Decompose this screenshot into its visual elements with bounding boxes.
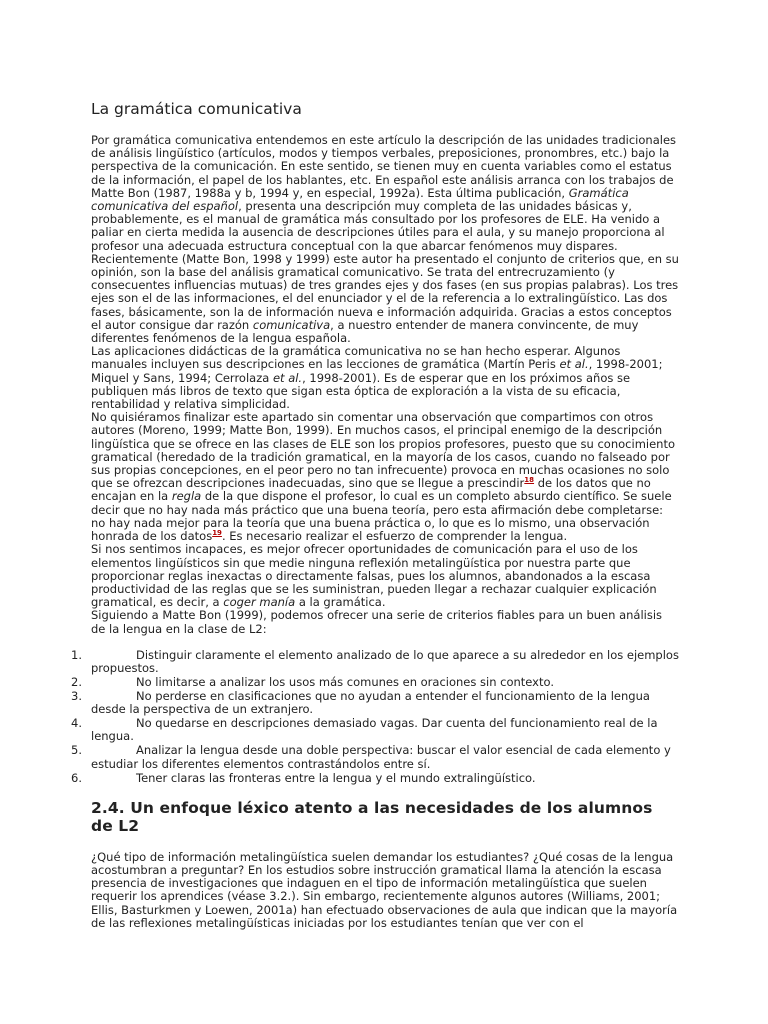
document-page [71, 100, 679, 930]
list-item: 5. Analizar la lengua desde una doble perspectiva: buscar el valor esencial de cada elemento y estudiar los diferentes elementos contrastándolos entre sí. [71, 743, 671, 771]
page-title: La gramática comunicativa [91, 100, 302, 118]
list-item: 6. Tener claras las fronteras entre la lengua y el mundo extralingüístico. [71, 770, 536, 785]
list-item: 4. No quedarse en descripciones demasiado vagas. Dar cuenta del funcionamiento real de la lengua. [71, 716, 658, 744]
paragraph: No quisiéramos finalizar este apartado sin comentar una observación que compartimos con otros autores (Moreno, 1999; Matte Bon, 1999). En muchos casos, el principal enemigo de la descripción lingüística que se ofrece en las clases de ELE son los propios profesores, puesto que su conocimiento gramatical (heredado de la tradición gramatical, en la mayoría de los casos, cuando no falseado por sus propias concepciones, en el peor pero no tan infrecuente) provoca en muchas ocasiones no solo que se ofrezcan descripciones inadecuadas, sino que se llegue a prescindir$^{18}$ de los datos que no encajan en la regla de la que dispone el profesor, lo cual es un completo absurdo científico. Se suele decir que no hay nada más práctico que una buena teoría, pero esta afirmación debe completarse: no hay nada mejor para la teoría que una buena práctica o, lo que es lo mismo, una observación honrada de los datos$^{19}$. Es necesario realizar el esfuerzo de comprender la lengua. [91, 410, 675, 544]
list-item: 3. No perderse en clasificaciones que no ayudan a entender el funcionamiento de la lengua desde la perspectiva de un extranjero. [71, 688, 650, 717]
list-item: 2. No limitarse a analizar los usos más comunes en oraciones sin contexto. [71, 674, 554, 689]
footnote-link[interactable]: 18 [524, 476, 535, 485]
paragraph: Las aplicaciones didácticas de la gramática comunicativa no se han hecho esperar. Algunos manuales incluyen sus descripciones en las lecciones de gramática (Martín Peris et al., 1998-2001; Miquel y Sans, 1994; Cerrolaza et al., 1998-2001). Es de esperar que en los próximos años se publiquen más libros de texto que sigan esta óptica de exploración a la vista de su eficacia, rentabilidad y relativa simplicidad. [91, 344, 663, 412]
paragraph: Si nos sentimos incapaces, es mejor ofrecer oportunidades de comunicación para el uso de los elementos lingüísticos sin que medie ninguna reflexión metalingüística por nuestra parte que proporcionar reglas inexactas o directamente falsas, pues los alumnos, abandonados a la escasa productividad de las reglas que se les suministran, pueden llegar a rechazar cualquier explicación gramatical, es decir, a coger manía a la gramática. [91, 542, 657, 610]
list-item: 1. Distinguir claramente el elemento analizado de lo que aparece a su alrededor en los ejemplos propuestos. [71, 647, 679, 675]
paragraph: Por gramática comunicativa entendemos en este artículo la descripción de las unidades tradicionales de análisis lingüístico (artículos, modos y tiempos verbales, preposiciones, pronombres, etc.) bajo la perspectiva de la comunicación. En este sentido, se tienen muy en cuenta variables como el estatus de la información, el papel de los hablantes, etc. En español este análisis arranca con los trabajos de Matte Bon (1987, 1988a y b, 1994 y, en especial, 1992a). Esta última publicación, Gramática comunicativa del español, presenta una descripción muy completa de las unidades básicas y, probablemente, es el manual de gramática más consultado por los profesores de ELE. Ha venido a paliar en cierta medida la ausencia de descripciones útiles para el aula, y su manejo proporciona al profesor una adecuada estructura conceptual con la que abarcar fenómenos muy dispares. [91, 133, 677, 253]
footnote-link[interactable]: 19 [212, 529, 222, 538]
section-heading: 2.4. Un enfoque léxico atento a las necesidades de los alumnos de L2 [91, 798, 653, 835]
paragraph: Recientemente (Matte Bon, 1998 y 1999) este autor ha presentado el conjunto de criterios que, en su opinión, son la base del análisis gramatical comunicativo. Se trata del entrecruzamiento (y consecuentes influencias mutuas) de tres grandes ejes y dos fases (en sus propias palabras). Los tres ejes son el de las informaciones, el del enunciador y el de la referencia a lo extralingüístico. Las dos fases, básicamente, son la de información nueva e información adquirida. Gracias a estos conceptos el autor consigue dar razón comunicativa, a nuestro entender de manera convincente, de muy diferentes fenómenos de la lengua española. [91, 251, 679, 346]
paragraph: Siguiendo a Matte Bon (1999), podemos ofrecer una serie de criterios fiables para un buen análisis de la lengua en la clase de L2: [91, 608, 663, 636]
paragraph: ¿Qué tipo de información metalingüística suelen demandar los estudiantes? ¿Qué cosas de la lengua acostumbran a preguntar? En los estudios sobre instrucción gramatical llama la atención la escasa presencia de investigaciones que indaguen en el tipo de información metalingüística que suelen requerir los aprendices (véase 3.2.). Sin embargo, recientemente algunos autores (Williams, 2001; Ellis, Basturkmen y Loewen, 2001a) han efectuado observaciones de aula que indican que la mayoría de las reflexiones metalingüísticas iniciadas por los estudiantes tenían que ver con el [91, 849, 678, 930]
criteria-list [71, 647, 679, 785]
